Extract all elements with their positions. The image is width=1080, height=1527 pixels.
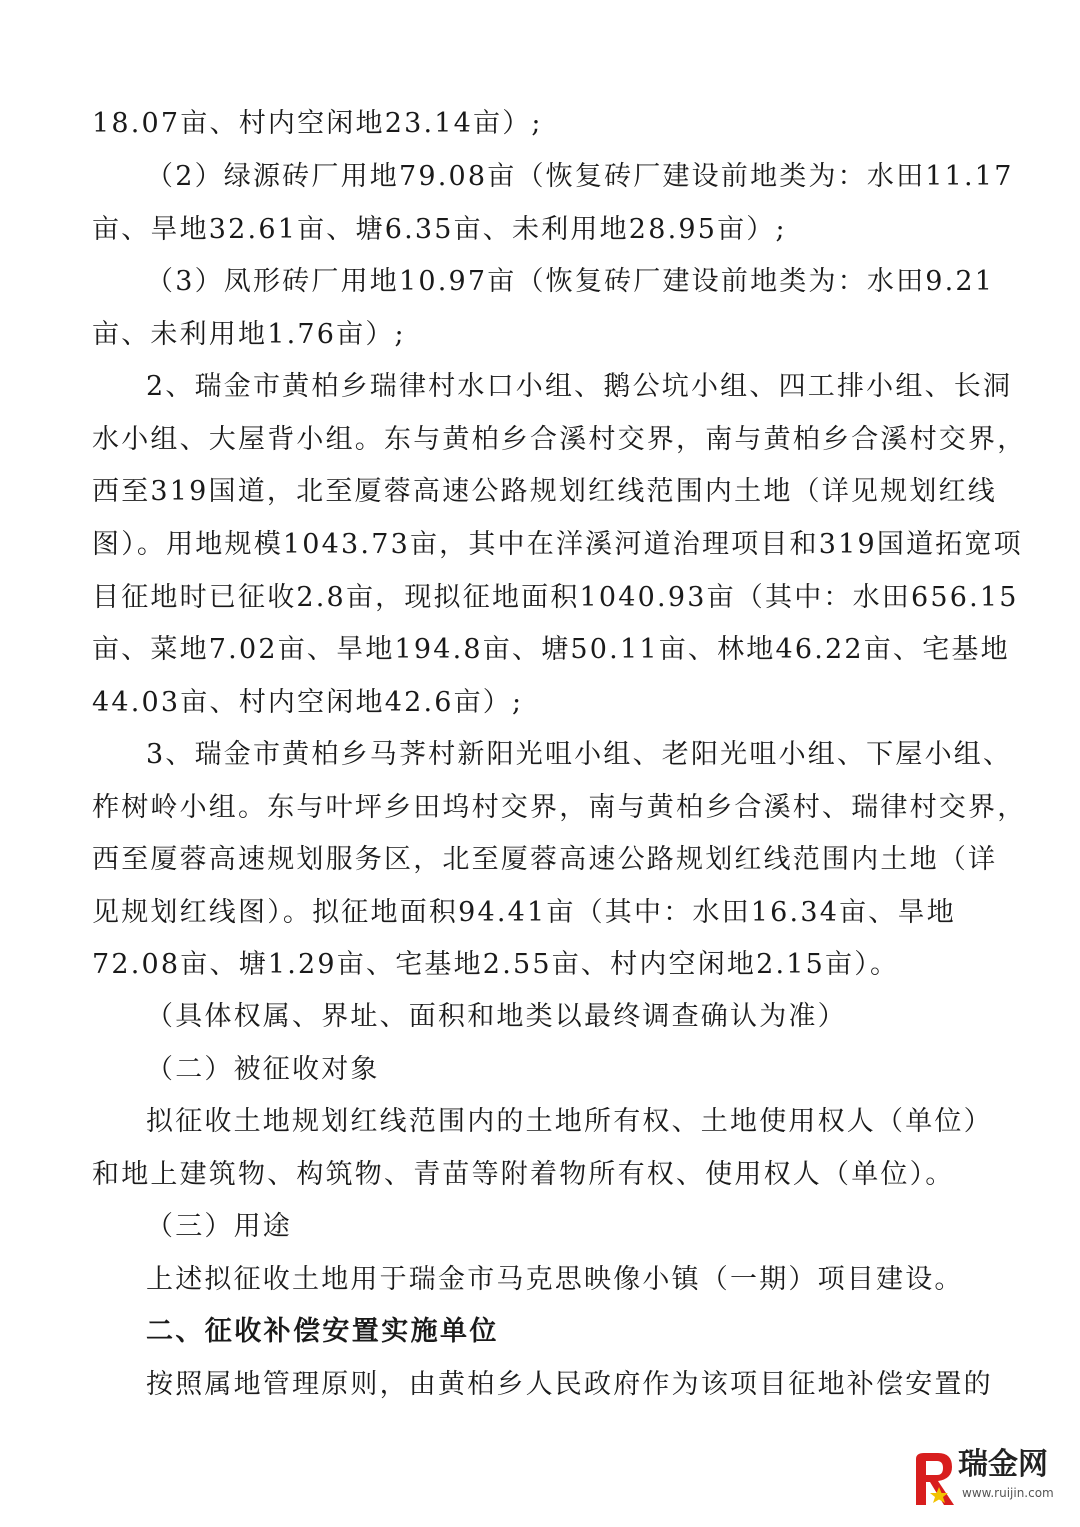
section-subheading: （二）被征收对象	[146, 1054, 380, 1085]
text-line: 2、瑞金市黄柏乡瑞律村水口小组、鹅公坑小组、四工排小组、长洞	[146, 371, 1013, 402]
watermark-url: www.ruijin.com	[962, 1486, 1054, 1500]
text-line: 拟征收土地规划红线范围内的土地所有权、土地使用权人（单位）	[146, 1106, 993, 1137]
text-line: 柞树岭小组。东与叶坪乡田坞村交界，南与黄柏乡合溪村、瑞律村交界，	[92, 792, 1027, 823]
text-line: 18.07亩、村内空闲地23.14亩）;	[92, 108, 543, 139]
text-line: 72.08亩、塘1.29亩、宅基地2.55亩、村内空闲地2.15亩）。	[92, 949, 900, 980]
text-line: 西至319国道，北至厦蓉高速公路规划红线范围内土地（详见规划红线	[92, 476, 997, 507]
section-subheading: （三）用途	[146, 1211, 292, 1242]
text-line: 3、瑞金市黄柏乡马荠村新阳光咀小组、老阳光咀小组、下屋小组、	[146, 739, 1013, 770]
site-watermark	[906, 1445, 1066, 1519]
section-heading: 二、征收补偿安置实施单位	[146, 1316, 499, 1347]
text-line: 亩、未利用地1.76亩）;	[92, 319, 406, 350]
ruijin-logo-icon	[906, 1449, 960, 1509]
watermark-title: 瑞金网	[958, 1447, 1048, 1482]
text-line: 上述拟征收土地用于瑞金市马克思映像小镇（一期）项目建设。	[146, 1264, 964, 1295]
text-line: （2）绿源砖厂用地79.08亩（恢复砖厂建设前地类为：水田11.17	[146, 161, 1014, 192]
text-line: 亩、旱地32.61亩、塘6.35亩、未利用地28.95亩）;	[92, 214, 787, 245]
text-line: 西至厦蓉高速规划服务区，北至厦蓉高速公路规划红线范围内土地（详	[92, 844, 998, 875]
text-line: 和地上建筑物、构筑物、青苗等附着物所有权、使用权人（单位）。	[92, 1159, 955, 1190]
text-line: 图）。用地规模1043.73亩，其中在洋溪河道治理项目和319国道拓宽项	[92, 529, 1023, 560]
text-line: 44.03亩、村内空闲地42.6亩）;	[92, 687, 524, 718]
text-line: （3）凤形砖厂用地10.97亩（恢复砖厂建设前地类为：水田9.21	[146, 266, 995, 297]
text-line: 按照属地管理原则，由黄柏乡人民政府作为该项目征地补偿安置的	[146, 1369, 993, 1400]
text-line: （具体权属、界址、面积和地类以最终调查确认为准）	[146, 1001, 847, 1032]
text-line: 水小组、大屋背小组。东与黄柏乡合溪村交界，南与黄柏乡合溪村交界，	[92, 424, 1027, 455]
text-line: 亩、菜地7.02亩、旱地194.8亩、塘50.11亩、林地46.22亩、宅基地	[92, 634, 1010, 665]
text-line: 目征地时已征收2.8亩，现拟征地面积1040.93亩（其中：水田656.15	[92, 582, 1019, 613]
text-line: 见规划红线图）。拟征地面积94.41亩（其中：水田16.34亩、旱地	[92, 897, 956, 928]
